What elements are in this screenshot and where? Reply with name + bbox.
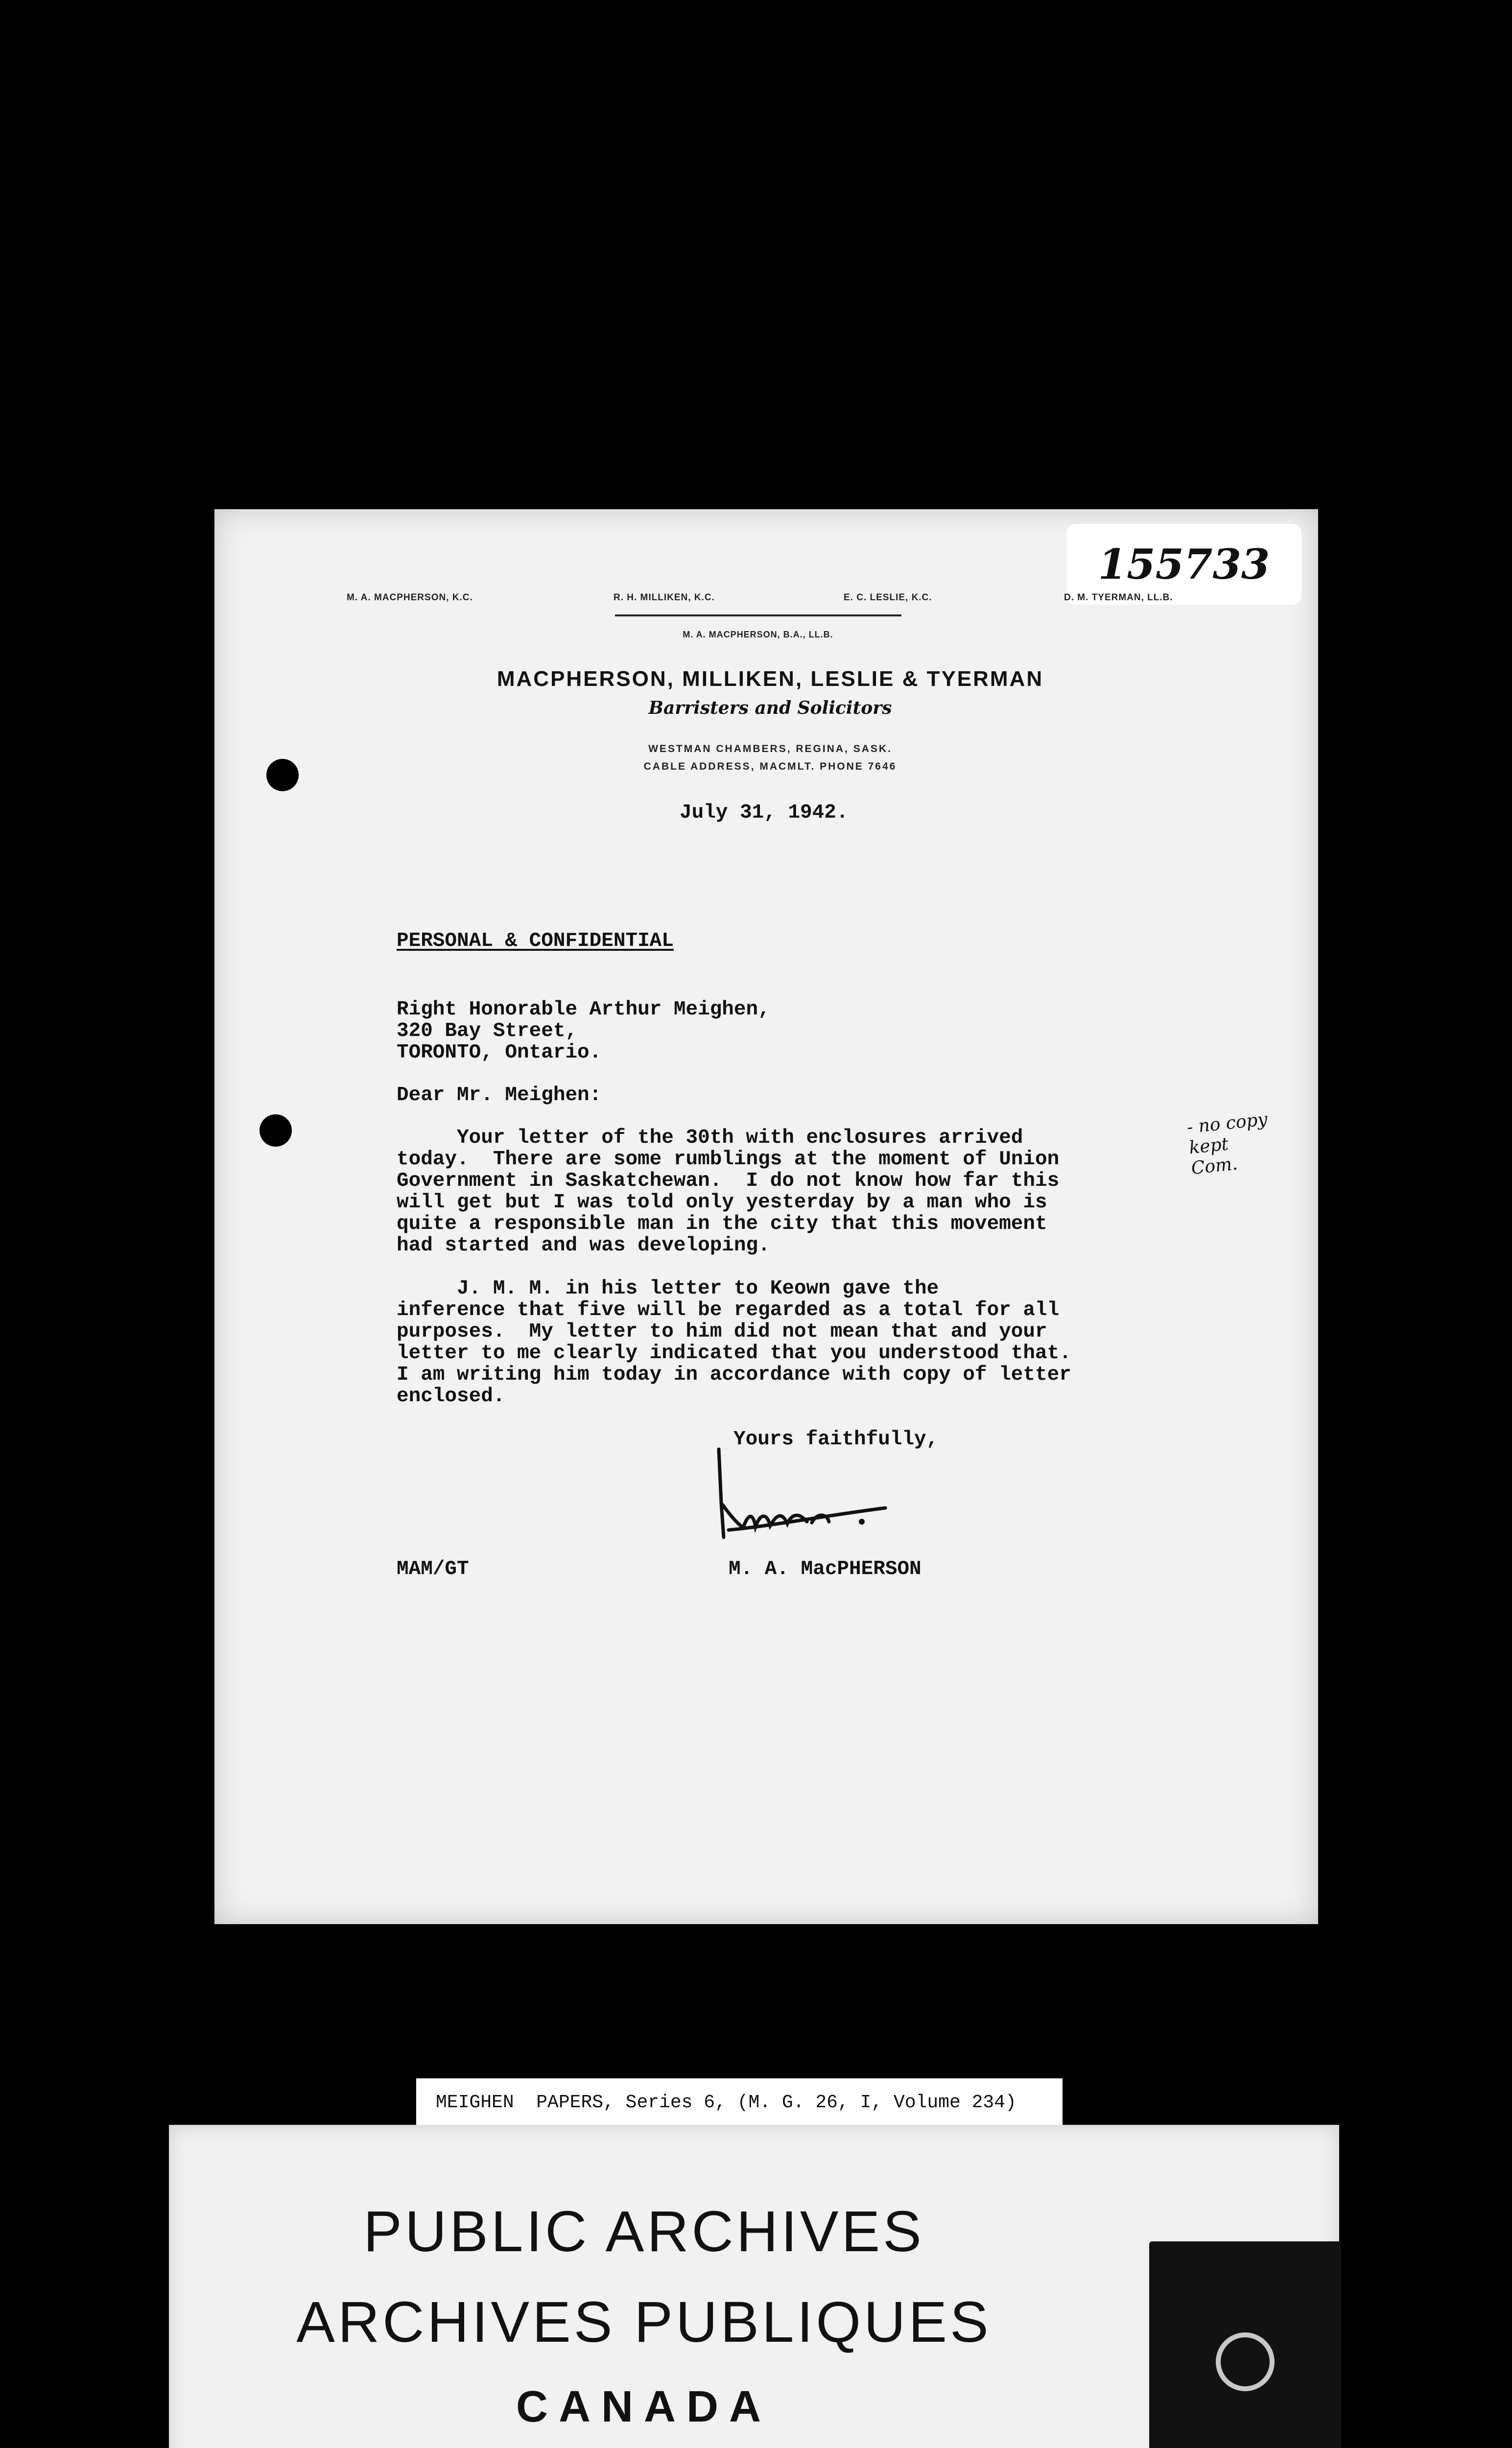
archive-line-3: CANADA (516, 2382, 772, 2431)
punch-hole-top (266, 759, 299, 791)
margin-note (1186, 1106, 1309, 1179)
salutation: Dear Mr. Meighen: (397, 1084, 602, 1106)
closing: Yours faithfully, (733, 1428, 939, 1451)
body-line: Your letter of the 30th with enclosures arrived (397, 1127, 1023, 1149)
firm-address: WESTMAN CHAMBERS, REGINA, SASK. (648, 743, 892, 754)
body-line: enclosed. (397, 1385, 505, 1408)
archive-line-1: PUBLIC ARCHIVES (363, 2199, 924, 2264)
archives-logo (1149, 2241, 1341, 2448)
signatory: M. A. MacPHERSON (729, 1558, 921, 1580)
handwritten-signature (709, 1439, 915, 1552)
firm-cable-phone: CABLE ADDRESS, MACMLT. PHONE 7646 (643, 761, 897, 772)
letter-date: July 31, 1942. (680, 801, 849, 824)
body-line: quite a responsible man in the city that this movement (397, 1213, 1047, 1235)
recipient-name: Right Honorable Arthur Meighen, (397, 998, 770, 1021)
body-line: J. M. M. in his letter to Keown gave the (397, 1277, 939, 1300)
archive-line-2: ARCHIVES PUBLIQUES (296, 2290, 992, 2354)
archive-reference-slip: MEIGHEN PAPERS, Series 6, (M. G. 26, I, Volume 234) (416, 2078, 1063, 2127)
document-number: 155733 (1066, 524, 1301, 605)
letterhead-rule (615, 614, 901, 616)
recipient-city: TORONTO, Ontario. (397, 1041, 602, 1064)
archives-logo-icon (1216, 2332, 1275, 2391)
body-line: purposes. My letter to him did not mean that and your (397, 1320, 1047, 1343)
body-line: will get but I was told only yesterday by a man who is (397, 1191, 1047, 1214)
body-line: inference that five will be regarded as a total for all (397, 1299, 1060, 1321)
associate: M. A. MACPHERSON, B.A., LL.B. (683, 630, 833, 639)
typist-initials: MAM/GT (397, 1558, 469, 1580)
body-line: today. There are some rumblings at the moment of Union (397, 1148, 1060, 1171)
margin-note-line: Com. (1190, 1153, 1239, 1179)
archive-label-card (169, 2125, 1339, 2448)
punch-hole-bottom (260, 1114, 292, 1147)
partner-leslie: E. C. LESLIE, K.C. (844, 592, 932, 603)
confidential-marking: PERSONAL & CONFIDENTIAL (397, 930, 674, 952)
margin-note-line: kept (1188, 1134, 1229, 1158)
letter-page (214, 509, 1318, 1924)
firm-subtitle: Barristers and Solicitors (648, 698, 892, 718)
margin-note-line: - no copy (1186, 1109, 1269, 1138)
partner-tyerman: D. M. TYERMAN, LL.B. (1064, 592, 1173, 603)
body-line: had started and was developing. (397, 1234, 770, 1257)
body-line: I am writing him today in accordance with copy of letter (397, 1364, 1071, 1386)
partner-macpherson: M. A. MACPHERSON, K.C. (347, 592, 473, 603)
recipient-street: 320 Bay Street, (397, 1020, 578, 1042)
body-line: letter to me clearly indicated that you understood that. (397, 1342, 1071, 1365)
partner-milliken: R. H. MILLIKEN, K.C. (614, 592, 715, 603)
body-line: Government in Saskatchewan. I do not know how far this (397, 1170, 1060, 1192)
firm-name: MACPHERSON, MILLIKEN, LESLIE & TYERMAN (496, 667, 1044, 691)
